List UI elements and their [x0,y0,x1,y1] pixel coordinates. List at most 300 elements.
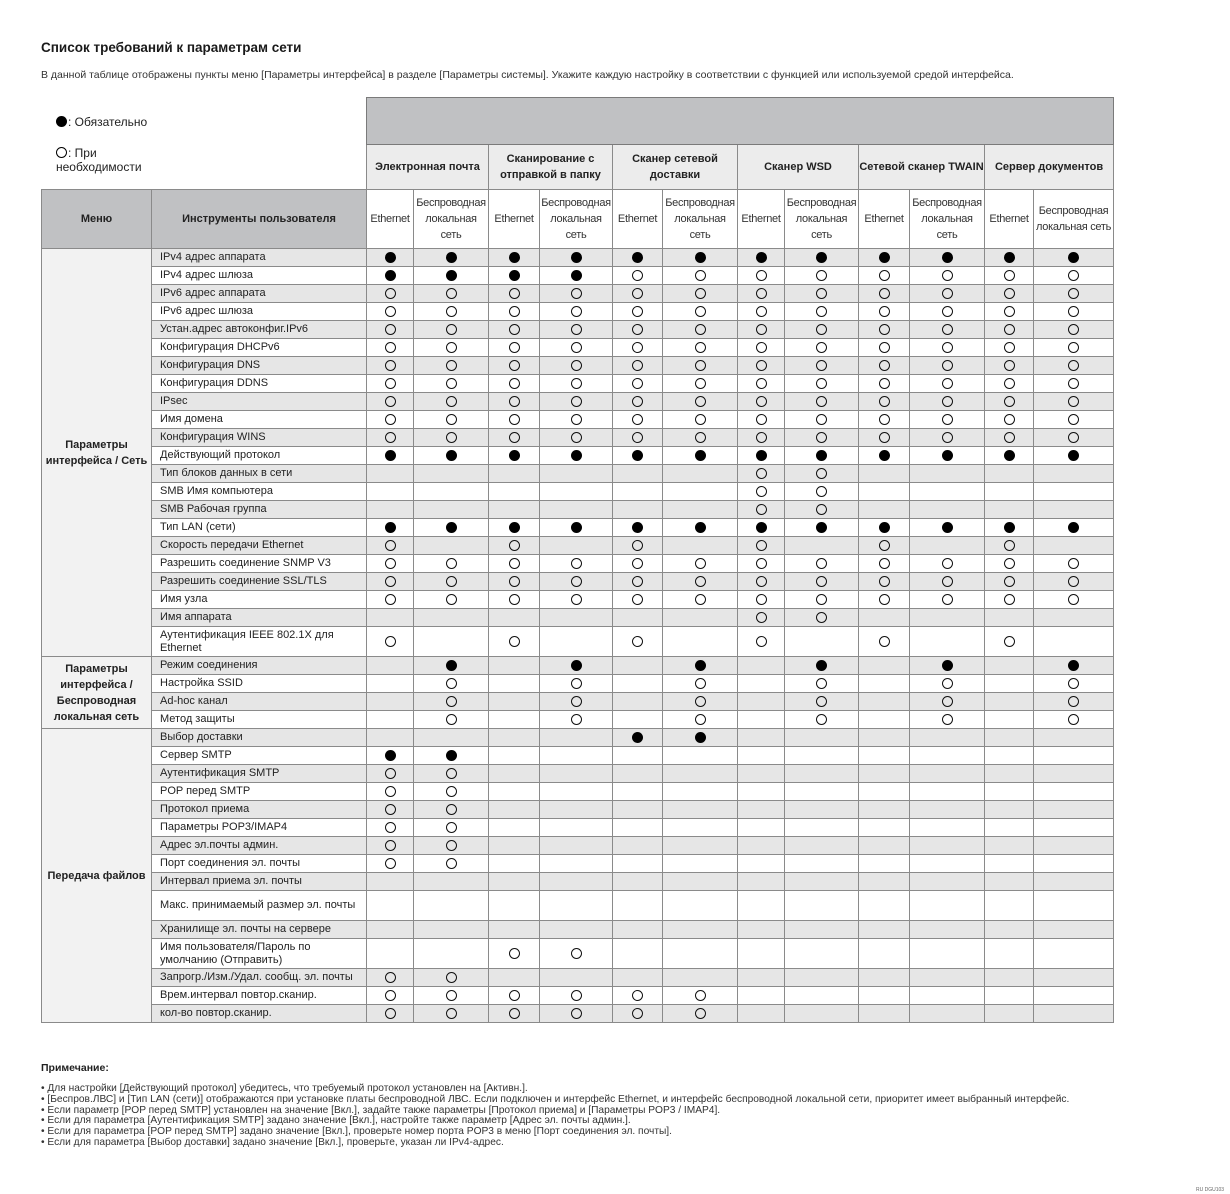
table-row [42,765,1114,783]
requirement-cell [540,987,613,1005]
requirement-cell [985,987,1034,1005]
requirement-cell [367,855,414,873]
hollow-circle-icon [385,1008,396,1019]
filled-circle-icon [1068,522,1079,533]
hollow-circle-icon [1068,594,1079,605]
filled-circle-icon [632,732,643,743]
hollow-circle-icon [571,714,582,725]
requirement-cell [414,375,489,393]
requirement-cell [540,375,613,393]
filled-circle-icon [446,660,457,671]
requirement-cell [910,591,985,609]
requirement-cell [985,465,1034,483]
hollow-circle-icon [632,414,643,425]
requirement-cell [663,573,738,591]
requirement-cell [859,465,910,483]
requirement-cell [859,483,910,501]
requirement-cell [613,939,663,969]
requirement-cell [489,285,540,303]
table-row [42,1005,1114,1023]
table-row [42,573,1114,591]
filled-circle-icon [632,252,643,263]
requirement-cell [1034,537,1114,555]
requirement-cell [367,921,414,939]
requirement-cell [613,837,663,855]
requirement-cell [540,357,613,375]
requirement-cell [414,801,489,819]
hollow-circle-icon [756,558,767,569]
requirement-cell [1034,339,1114,357]
hollow-circle-icon [385,288,396,299]
requirement-cell [910,339,985,357]
user-tool-label: Параметры POP3/IMAP4 [152,819,367,837]
requirement-cell [367,765,414,783]
requirement-cell [489,573,540,591]
requirement-cell [613,303,663,321]
requirement-cell [985,339,1034,357]
hollow-circle-icon [695,432,706,443]
requirement-cell [985,573,1034,591]
hollow-circle-icon [816,612,827,623]
requirement-cell [859,285,910,303]
requirement-cell [613,873,663,891]
hollow-circle-icon [385,342,396,353]
hollow-circle-icon [509,324,520,335]
requirement-cell [613,321,663,339]
hollow-circle-icon [942,594,953,605]
hollow-circle-icon [385,972,396,983]
requirement-cell [1034,447,1114,465]
requirement-cell [663,837,738,855]
requirement-cell [367,393,414,411]
hollow-circle-icon [879,558,890,569]
hollow-circle-icon [385,840,396,851]
requirement-cell [985,657,1034,675]
requirement-cell [859,765,910,783]
requirement-cell [738,801,785,819]
requirement-cell [613,519,663,537]
hollow-circle-icon [816,696,827,707]
requirement-cell [985,855,1034,873]
document-code: RU DGU103 [1196,1187,1225,1193]
requirement-cell [785,501,859,519]
hollow-circle-icon [385,306,396,317]
requirement-cell [985,837,1034,855]
requirement-cell [613,819,663,837]
requirement-cell [489,357,540,375]
requirement-cell [663,729,738,747]
requirement-cell [910,837,985,855]
hollow-circle-icon [446,822,457,833]
hollow-circle-icon [879,324,890,335]
filled-circle-icon [571,522,582,533]
requirement-cell [540,321,613,339]
table-row [42,711,1114,729]
requirement-cell [540,711,613,729]
requirement-cell [414,573,489,591]
function-header: Сканер сетевой доставки [613,145,738,190]
requirement-cell [489,711,540,729]
requirements-table [41,97,1114,1023]
note-item: • [Беспров.ЛВС] и [Тип LAN (сети)] отображаются при установке платы беспроводной ЛВС. Если подключен и интерфейс Ethernet, и интерфейс беспроводной локальной сети, приоритет имеет выбранный интерфейс. [41,1095,1069,1106]
requirement-cell [738,627,785,657]
ethernet-column-header: Ethernet [738,190,785,249]
table-row [42,339,1114,357]
user-tool-label: Тип блоков данных в сети [152,465,367,483]
requirement-cell [414,675,489,693]
requirement-cell [414,747,489,765]
requirement-cell [785,969,859,987]
hollow-circle-icon [942,396,953,407]
requirement-cell [859,429,910,447]
note-item: • Если для параметра [Выбор доставки] задано значение [Вкл.], проверьте, указан ли IPv4-адрес. [41,1138,1069,1149]
hollow-circle-icon [385,378,396,389]
requirement-cell [738,891,785,921]
hollow-circle-icon [1068,678,1079,689]
requirement-cell [785,1005,859,1023]
requirement-cell [738,573,785,591]
requirement-cell [540,783,613,801]
hollow-circle-icon [756,432,767,443]
requirement-cell [910,921,985,939]
requirement-cell [785,483,859,501]
hollow-circle-icon [509,306,520,317]
requirement-cell [910,747,985,765]
requirement-cell [414,693,489,711]
filled-circle-icon [756,522,767,533]
requirement-cell [910,303,985,321]
requirement-cell [985,1005,1034,1023]
hollow-circle-icon [942,342,953,353]
requirement-cell [663,537,738,555]
requirement-cell [663,987,738,1005]
filled-circle-icon [942,522,953,533]
requirement-cell [540,939,613,969]
hollow-circle-icon [446,414,457,425]
hollow-circle-icon [816,678,827,689]
user-tool-label: Аутентификация IEEE 802.1X для Ethernet [152,627,367,657]
user-tool-label: Конфигурация WINS [152,429,367,447]
hollow-circle-icon [446,840,457,851]
hollow-circle-icon [632,396,643,407]
requirement-cell [1034,429,1114,447]
requirement-cell [785,921,859,939]
hollow-circle-icon [632,1008,643,1019]
table-row [42,987,1114,1005]
requirement-cell [540,657,613,675]
requirement-cell [1034,519,1114,537]
requirement-cell [910,819,985,837]
hollow-circle-icon [942,696,953,707]
requirement-cell [367,303,414,321]
requirement-cell [1034,747,1114,765]
requirement-cell [414,285,489,303]
requirement-cell [540,837,613,855]
requirement-cell [859,447,910,465]
requirement-cell [1034,765,1114,783]
requirement-cell [367,447,414,465]
user-tool-label: кол-во повтор.сканир. [152,1005,367,1023]
hollow-circle-icon [385,576,396,587]
hollow-circle-icon [695,696,706,707]
hollow-circle-icon [385,360,396,371]
requirement-cell [1034,627,1114,657]
hollow-circle-icon [756,468,767,479]
hollow-circle-icon [816,396,827,407]
hollow-circle-icon [756,594,767,605]
ethernet-column-header: Ethernet [859,190,910,249]
hollow-circle-icon [816,432,827,443]
hollow-circle-icon [1004,558,1015,569]
hollow-circle-icon [1004,306,1015,317]
requirement-cell [540,747,613,765]
requirement-cell [367,657,414,675]
requirement-cell [738,693,785,711]
requirement-cell [663,555,738,573]
requirement-cell [489,873,540,891]
requirement-cell [985,267,1034,285]
requirement-cell [738,873,785,891]
requirement-cell [1034,891,1114,921]
requirement-cell [540,921,613,939]
requirement-cell [613,855,663,873]
requirement-cell [367,267,414,285]
hollow-circle-icon [509,378,520,389]
hollow-circle-icon [509,594,520,605]
hollow-circle-icon [1004,540,1015,551]
requirement-cell [910,321,985,339]
requirement-cell [663,921,738,939]
requirement-cell [785,573,859,591]
filled-circle-icon [756,450,767,461]
requirement-cell [985,921,1034,939]
requirement-cell [785,393,859,411]
filled-circle-icon [1004,252,1015,263]
ethernet-column-header: Ethernet [367,190,414,249]
filled-circle-icon [879,450,890,461]
requirement-cell [985,555,1034,573]
requirement-cell [663,891,738,921]
hollow-circle-icon [1004,576,1015,587]
filled-circle-icon [1068,450,1079,461]
requirement-cell [1034,657,1114,675]
requirement-cell [540,285,613,303]
requirement-cell [489,249,540,267]
requirement-cell [414,939,489,969]
hollow-circle-icon [1068,696,1079,707]
hollow-circle-icon [942,360,953,371]
filled-circle-icon [509,252,520,263]
hollow-circle-icon [446,558,457,569]
hollow-circle-icon [1004,396,1015,407]
hollow-circle-icon [509,288,520,299]
requirement-cell [785,783,859,801]
requirement-cell [738,921,785,939]
requirement-cell [414,537,489,555]
requirement-cell [985,357,1034,375]
user-tool-label: IPsec [152,393,367,411]
requirement-cell [414,657,489,675]
requirement-cell [859,873,910,891]
requirement-cell [738,675,785,693]
requirement-cell [985,819,1034,837]
requirement-cell [985,801,1034,819]
hollow-circle-icon [695,378,706,389]
requirement-cell [910,537,985,555]
hollow-circle-icon [695,414,706,425]
requirement-cell [785,765,859,783]
hollow-circle-icon [1004,288,1015,299]
filled-circle-icon [816,522,827,533]
requirement-cell [489,891,540,921]
hollow-circle-icon [446,378,457,389]
filled-circle-icon [695,252,706,263]
requirement-cell [985,519,1034,537]
hollow-circle-icon [446,306,457,317]
hollow-circle-icon [446,858,457,869]
hollow-circle-icon [695,324,706,335]
hollow-circle-icon [385,396,396,407]
table-row [42,357,1114,375]
filled-circle-icon [632,522,643,533]
requirement-cell [738,285,785,303]
requirement-cell [785,855,859,873]
requirement-cell [910,969,985,987]
hollow-circle-icon [385,414,396,425]
requirement-cell [663,855,738,873]
requirement-cell [414,429,489,447]
requirement-cell [367,891,414,921]
hollow-circle-icon [632,270,643,281]
requirement-cell [367,429,414,447]
requirement-cell [540,969,613,987]
filled-circle-icon [816,450,827,461]
requirement-cell [489,591,540,609]
requirement-cell [414,819,489,837]
requirement-cell [489,675,540,693]
requirement-cell [489,393,540,411]
requirement-cell [738,429,785,447]
menu-column-header: Меню [42,190,152,249]
requirement-cell [663,357,738,375]
requirement-cell [367,465,414,483]
requirement-cell [738,321,785,339]
requirement-cell [613,969,663,987]
requirement-cell [489,519,540,537]
hollow-circle-icon [385,822,396,833]
table-row [42,483,1114,501]
requirement-cell [663,675,738,693]
requirement-cell [985,303,1034,321]
hollow-circle-icon [1004,360,1015,371]
requirement-cell [414,447,489,465]
requirement-cell [1034,411,1114,429]
requirement-cell [738,783,785,801]
hollow-circle-icon [571,948,582,959]
filled-circle-icon [571,450,582,461]
hollow-circle-icon [756,360,767,371]
requirement-cell [414,303,489,321]
hollow-circle-icon [632,306,643,317]
requirement-cell [1034,285,1114,303]
requirement-cell [985,873,1034,891]
user-tool-label: Метод защиты [152,711,367,729]
requirement-cell [785,375,859,393]
requirement-cell [663,969,738,987]
requirement-cell [663,267,738,285]
ethernet-column-header: Ethernet [985,190,1034,249]
user-tool-label: Тип LAN (сети) [152,519,367,537]
requirement-cell [910,411,985,429]
filled-circle-icon [385,252,396,263]
requirement-cell [367,711,414,729]
requirement-cell [367,285,414,303]
requirement-cell [785,675,859,693]
requirement-cell [985,969,1034,987]
requirement-cell [613,1005,663,1023]
requirement-cell [910,729,985,747]
requirement-cell [785,267,859,285]
intro-text: В данной таблице отображены пункты меню [Параметры интерфейса] в разделе [Параметры системы]. Укажите каждую настройку в соответствии с функцией или используемой средой интерфейса. [41,69,1014,81]
requirement-cell [859,555,910,573]
filled-circle-icon [446,450,457,461]
requirement-cell [985,675,1034,693]
table-row [42,693,1114,711]
requirement-cell [985,321,1034,339]
hollow-circle-icon [756,270,767,281]
requirement-cell [663,801,738,819]
hollow-circle-icon [756,342,767,353]
requirement-cell [785,837,859,855]
requirement-cell [785,555,859,573]
requirement-cell [910,1005,985,1023]
requirement-cell [1034,375,1114,393]
requirement-cell [785,591,859,609]
requirement-cell [910,801,985,819]
hollow-circle-icon [446,576,457,587]
requirement-cell [738,837,785,855]
requirement-cell [367,375,414,393]
requirement-cell [367,783,414,801]
requirement-cell [785,801,859,819]
requirement-cell [859,411,910,429]
requirement-cell [785,411,859,429]
requirement-cell [859,711,910,729]
requirement-cell [663,783,738,801]
requirement-cell [489,729,540,747]
requirement-cell [1034,321,1114,339]
requirement-cell [414,393,489,411]
requirement-cell [414,891,489,921]
requirement-cell [540,765,613,783]
requirement-cell [489,939,540,969]
hollow-circle-icon [446,432,457,443]
requirement-cell [540,675,613,693]
hollow-circle-icon [446,324,457,335]
hollow-circle-icon [816,414,827,425]
requirement-cell [414,873,489,891]
filled-circle-icon [695,660,706,671]
requirement-cell [985,375,1034,393]
hollow-circle-icon [1004,432,1015,443]
filled-circle-icon [756,252,767,263]
requirement-cell [663,465,738,483]
hollow-circle-icon [446,288,457,299]
requirement-cell [663,483,738,501]
page-title: Список требований к параметрам сети [41,40,302,55]
table-row [42,609,1114,627]
requirement-cell [859,519,910,537]
